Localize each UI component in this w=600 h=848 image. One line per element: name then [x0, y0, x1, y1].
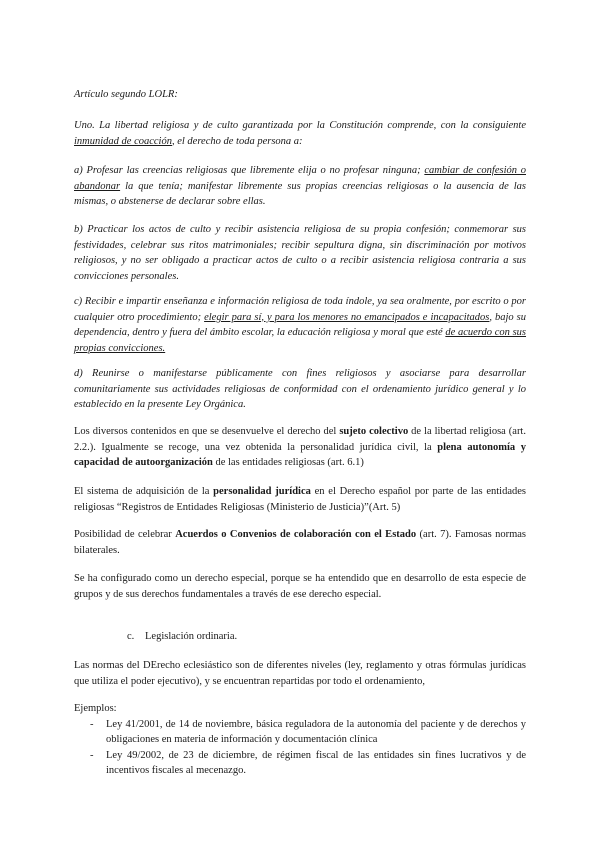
uno-text-2: , el derecho de toda persona a: [171, 135, 303, 147]
paragraph-posibilidad [74, 527, 526, 558]
paragraph-d: d) Reunirse o manifestarse públicamente con fines religiosos y asociarse para desarrollar comunitariamente sus actividades religiosas de conformidad con el ordenamiento jurídico general y lo establecido en la presente Ley Orgánica. [74, 368, 526, 411]
uno-text-1: Uno. La libertad religiosa y de culto garantizada por la Constitución comprende, con la consiguiente [74, 120, 526, 131]
bullet-dash: - [90, 749, 94, 761]
posibilidad-bold: Acuerdos o Convenios de colaboración con el Estado [175, 529, 417, 540]
c-underline-1: elegir para sí, y para los menores no emancipados e incapacitados [204, 311, 490, 323]
diversos-bold-2: plena autonomía y capacidad de autoorganización [74, 441, 526, 469]
uno-underline: inmunidad de coacción [74, 135, 172, 147]
c-text-2: , bajo su dependencia, dentro y fuera del ámbito escolar, la educación religiosa y moral que esté [74, 311, 526, 339]
a-text-2: la que tenía; manifestar libremente sus propias creencias religiosas o la ausencia de las mismas, o abstenerse de declarar sobre ellas. [74, 180, 526, 208]
list-item [74, 748, 526, 779]
paragraph-diversos [74, 424, 526, 471]
paragraph-normas: Las normas del DErecho eclesiástico son de diferentes niveles (ley, reglamento y otras fórmulas jurídicas que utiliza el poder ejecutivo), y se encuentran repartidas por todo el ordenamiento, [74, 660, 526, 687]
sistema-text-2: en el Derecho español por parte de las entidades religiosas “Registros de Entidades Religiosas (Ministerio de Justicia)”(Art. 5) [74, 486, 526, 513]
paragraph-configurado: Se ha configurado como un derecho especial, porque se ha entendido que en desarrollo de esta especie de grupos y de sus derechos fundamentales a través de ese derecho especial. [74, 573, 526, 600]
a-underline: cambiar de confesión o abandonar [74, 165, 526, 192]
c-text-1: c) Recibir e impartir enseñanza e información religiosa de toda índole, ya sea oralmente, por escrito o por cualquier otro procedimiento; [74, 296, 526, 323]
examples-list [74, 701, 526, 779]
list-item-text: Ley 41/2001, de 14 de noviembre, básica reguladora de la autonomía del paciente y de derechos y obligaciones en materia de información y documentación clínica [106, 718, 526, 746]
paragraph-c [74, 294, 526, 356]
diversos-text-2: de la libertad religiosa (art. 2.2.). Igualmente se recoge, una vez obtenida la personalidad jurídica civil, la [74, 426, 526, 453]
paragraph-sistema [74, 484, 526, 515]
list-item-text: Ley 49/2002, de 23 de diciembre, de régimen fiscal de las entidades sin fines lucrativos y de incentivos fiscales al mecenazgo. [106, 749, 526, 777]
examples-label: Ejemplos: [74, 703, 117, 714]
sistema-bold: personalidad jurídica [213, 486, 311, 497]
paragraph-uno [74, 118, 526, 149]
section-number: c. [127, 631, 135, 642]
paragraph-a [74, 163, 526, 210]
sistema-text-1: El sistema de adquisición de la [74, 486, 214, 497]
posibilidad-text-1: Posibilidad de celebrar [74, 529, 176, 540]
article-heading: Artículo segundo LOLR: [74, 89, 178, 100]
c-underline-2: de acuerdo con sus propias convicciones. [74, 327, 527, 354]
section-heading [127, 629, 237, 645]
diversos-bold-1: sujeto colectivo [339, 426, 409, 437]
paragraph-b: b) Practicar los actos de culto y recibir asistencia religiosa de su propia confesión; conmemorar sus festividades, celebrar sus ritos matrimoniales; recibir sepultura digna, sin discriminación por motivos religiosos, y no ser obligado a practicar actos de culto o a recibir asistencia religiosa contraria a sus convicciones personales. [74, 224, 526, 282]
section-title: Legislación ordinaria. [145, 631, 238, 642]
bullet-dash: - [90, 718, 94, 730]
list-item [74, 717, 526, 748]
diversos-text-3: de las entidades religiosas (art. 6.1) [212, 457, 364, 469]
posibilidad-text-2: (art. 7). Famosas normas bilaterales. [74, 529, 527, 556]
a-text-1: a) Profesar las creencias religiosas que libremente elija o no profesar ninguna; [74, 165, 425, 176]
diversos-text-1: Los diversos contenidos en que se desenvuelve el derecho del [74, 426, 340, 437]
